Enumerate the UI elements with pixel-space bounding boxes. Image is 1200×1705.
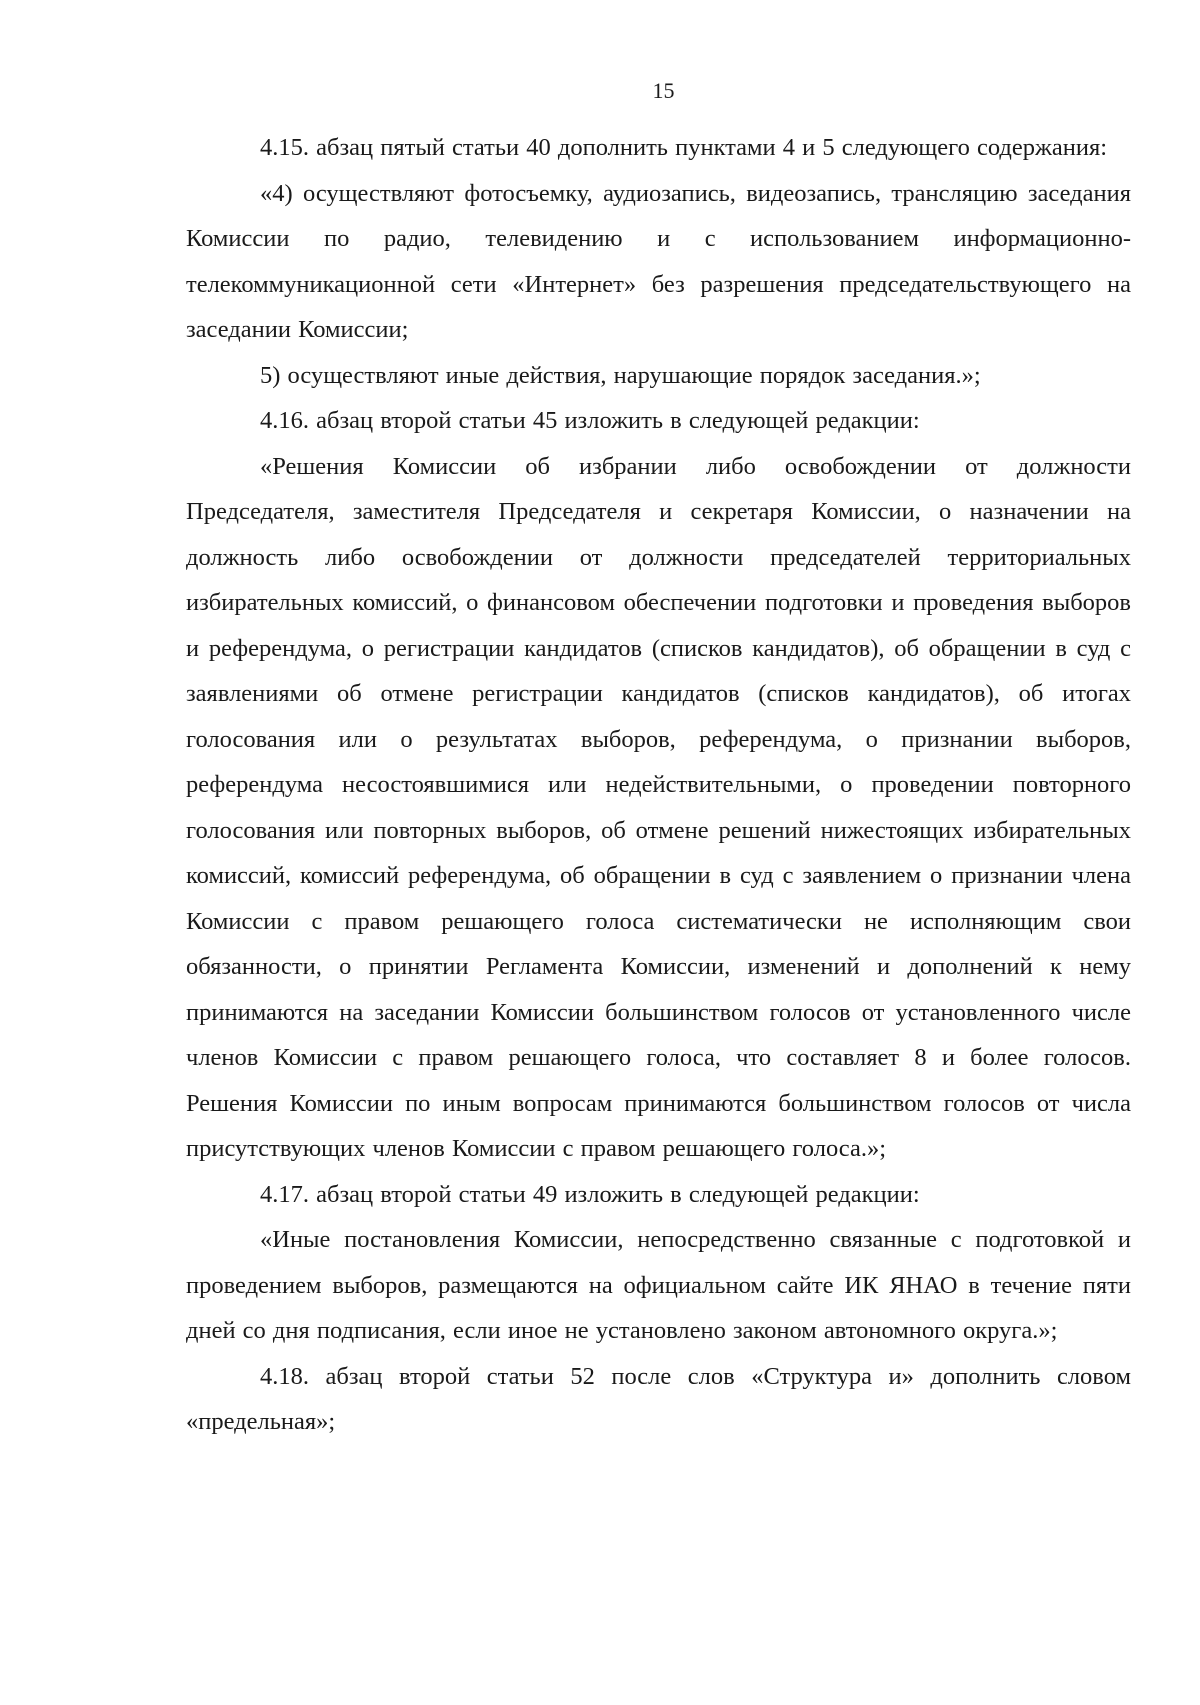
paragraph-resolutions: «Иные постановления Комиссии, непосредственно связанные с подготовкой и проведением выборов, размещаются на официальном сайте ИК ЯНАО в течение пяти дней со дня подписания, если иное не установлено законом автономного округа.»; — [186, 1226, 1131, 1344]
document-body — [186, 125, 1131, 1445]
paragraph-decisions: «Решения Комиссии об избрании либо освобождении от должности Председателя, заместителя Председателя и секретаря Комиссии, о назначении на должность либо освобождении от должности председателей территориальных избирательных комиссий, о финансовом обеспечении подготовки и проведения выборов и референдума, о регистрации кандидатов (списков кандидатов), об обращении в суд с заявлениями об отмене регистрации кандидатов (списков кандидатов), об итогах голосования или о результатах выборов, референдума, о признании выборов, референдума несостоявшимися или недействительными, о проведении повторного голосования или повторных выборов, об отмене решений нижестоящих избирательных комиссий, комиссий референдума, об обращении в суд с заявлением о признании члена Комиссии с правом решающего голоса систематически не исполняющим свои обязанности, о принятии Регламента Комиссии, изменений и дополнений к нему принимаются на заседании Комиссии большинством голосов от установленного числе членов Комиссии с правом решающего голоса, что составляет 8 и более голосов. Решения Комиссии по иным вопросам принимаются большинством голосов от числа присутствующих членов Комиссии с правом решающего голоса.»; — [186, 452, 1131, 1162]
paragraph-item-5: 5) осуществляют иные действия, нарушающие порядок заседания.»; — [260, 361, 981, 389]
paragraph-4-15: 4.15. абзац пятый статьи 40 дополнить пунктами 4 и 5 следующего содержания: — [260, 134, 1108, 161]
paragraph-4-17: 4.17. абзац второй статьи 49 изложить в следующей редакции: — [260, 1180, 920, 1208]
paragraph-4-16: 4.16. абзац второй статьи 45 изложить в следующей редакции: — [260, 407, 920, 434]
paragraph-4-18: 4.18. абзац второй статьи 52 после слов «Структура и» дополнить словом «предельная»; — [186, 1362, 1131, 1435]
page-number: 15 — [652, 78, 675, 103]
paragraph-item-4: «4) осуществляют фотосъемку, аудиозапись, видеозапись, трансляцию заседания Комиссии по радио, телевидению и с использованием информационно-телекоммуникационной сети «Интернет» без разрешения председательствующего на заседании Комиссии; — [186, 179, 1131, 343]
